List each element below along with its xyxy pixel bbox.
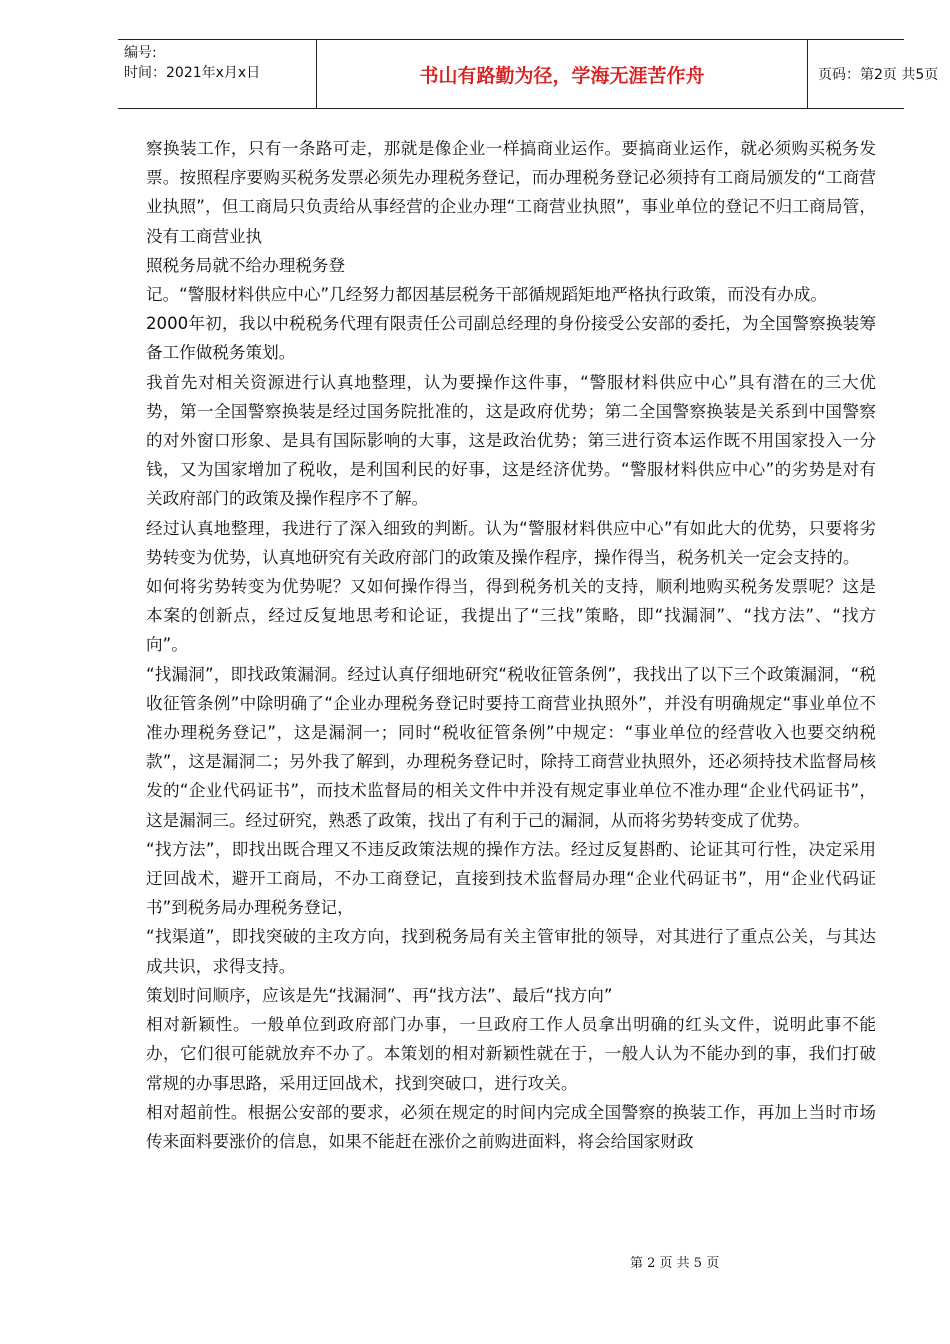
header-page-info: 页码：第2页 共5页 <box>818 67 939 83</box>
page-header <box>118 39 939 109</box>
paragraph: “找渠道”，即找突破的主攻方向，找到税务局有关主管审批的领导，对其进行了重点公关，与其达成共识，求得支持。 <box>146 927 876 976</box>
paragraph: 相对超前性。根据公安部的要求，必须在规定的时间内完成全国警察的换装工作，再加上当时市场传来面料要涨价的信息，如果不能赶在涨价之前购进面料，将会给国家财政 <box>146 1102 876 1151</box>
paragraph: 察换装工作，只有一条路可走，那就是像企业一样搞商业运作。要搞商业运作，就必须购买税务发票。按照程序要购买税务发票必须先办理税务登记，而办理税务登记必须持有工商局颁发的“工商营业执照”，但工商局只负责给从事经营的企业办理“工商营业执照”，事业单位的登记不归工商局管，没有工商营业执 <box>146 139 876 246</box>
paragraph: 相对新颖性。一般单位到政府部门办事，一旦政府工作人员拿出明确的红头文件，说明此事不能办，它们很可能就放弃不办了。本策划的相对新颖性就在于，一般人认为不能办到的事，我们打破常规的办事思路，采用迂回战术，找到突破口，进行攻关。 <box>146 1015 876 1093</box>
paragraph: “找方法”，即找出既合理又不违反政策法规的操作方法。经过反复斟酌、论证其可行性，决定采用迂回战术，避开工商局，不办工商登记，直接到技术监督局办理“企业代码证书”，用“企业代码证书”到税务局办理税务登记， <box>146 839 876 918</box>
paragraph: 策划时间顺序，应该是先“找漏洞”、再“找方法”、最后“找方向” <box>146 985 613 1005</box>
document-body <box>146 134 876 1156</box>
paragraph: 照税务局就不给办理税务登 <box>146 255 346 275</box>
paragraph: 如何将劣势转变为优势呢？又如何操作得当，得到税务机关的支持，顺利地购买税务发票呢？这是本案的创新点，经过反复地思考和论证，我提出了“三找”策略，即“找漏洞”、“找方法”、“找方向”。 <box>146 577 876 655</box>
paragraph: “找漏洞”，即找政策漏洞。经过认真仔细地研究“税收征管条例”，我找出了以下三个政策漏洞，“税收征管条例”中除明确了“企业办理税务登记时要持工商营业执照外”，并没有明确规定“事业单位不准办理税务登记”，这是漏洞一；同时“税收征管条例”中规定：“事业单位的经营收入也要交纳税款”，这是漏洞二；另外我了解到，办理税务登记时，除持工商营业执照外，还必须持技术监督局核发的“企业代码证书”，而技术监督局的相关文件中并没有规定事业单位不准办理“企业代码证书”，这是漏洞三。经过研究，熟悉了政策，找出了有利于己的漏洞，从而将劣势转变成了优势。 <box>146 664 876 830</box>
paragraph: 经过认真地整理，我进行了深入细致的判断。认为“警服材料供应中心”有如此大的优势，只要将劣势转变为优势，认真地研究有关政府部门的政策及操作程序，操作得当，税务机关一定会支持的。 <box>146 518 876 567</box>
number-label: 编号: <box>124 45 157 61</box>
header-motto: 书山有路勤为径，学海无涯苦作舟 <box>316 40 808 108</box>
header-meta <box>118 40 316 108</box>
time-label: 时间：2021年x月x日 <box>124 65 261 81</box>
paragraph: 2000年初，我以中税税务代理有限责任公司副总经理的身份接受公安部的委托，为全国警察换装筹备工作做税务策划。 <box>146 314 876 363</box>
paragraph: 记。“警服材料供应中心”几经努力都因基层税务干部循规蹈矩地严格执行政策，而没有办成。 <box>146 285 827 305</box>
page-footer: 第 2 页 共 5 页 <box>630 1256 720 1271</box>
paragraph: 我首先对相关资源进行认真地整理，认为要操作这件事，“警服材料供应中心”具有潜在的三大优势，第一全国警察换装是经过国务院批准的，这是政府优势；第二全国警察换装是关系到中国警察的对外窗口形象、是具有国际影响的大事，这是政治优势；第三进行资本运作既不用国家投入一分钱，又为国家增加了税收，是利国利民的好事，这是经济优势。“警服材料供应中心”的劣势是对有关政府部门的政策及操作程序不了解。 <box>146 372 876 509</box>
